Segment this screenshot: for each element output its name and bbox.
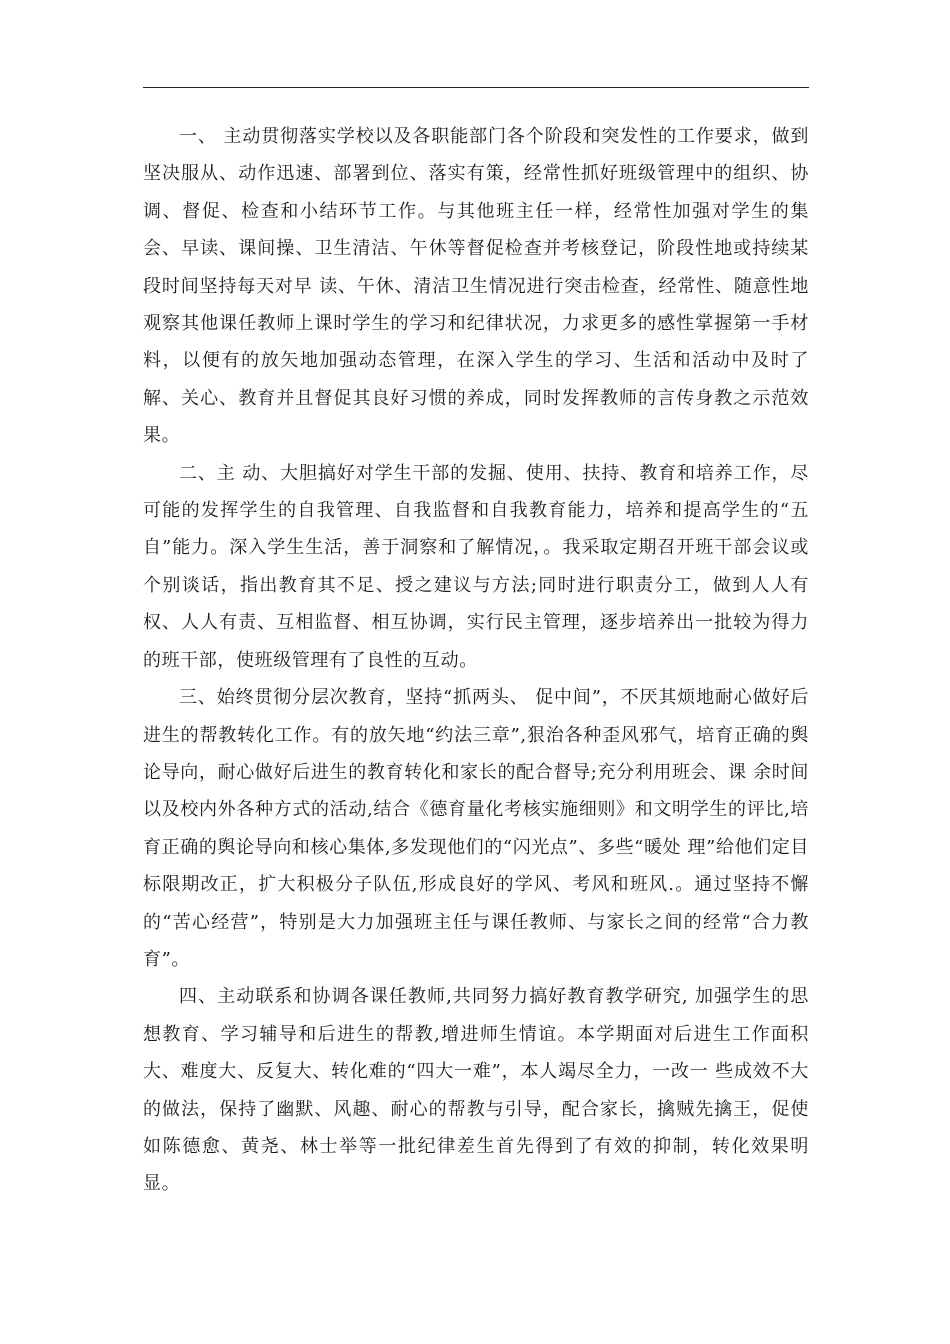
paragraph-section-1: 一、 主动贯彻落实学校以及各职能部门各个阶段和突发性的工作要求，做到坚决服从、动作迅速、部署到位、落实有策，经常性抓好班级管理中的组织、协调、督促、检查和小结环节工作。与其他班主任一样，经常性加强对学生的集会、早读、课间操、卫生清洁、午休等督促检查并考核登记，阶段性地或持续某段时间坚持每天对早 读、午休、清洁卫生情况进行突击检查，经常性、随意性地观察其他课任教师上课时学生的学习和纪律状况，力求更多的感性掌握第一手材料，以便有的放矢地加强动态管理，在深入学生的学习、生活和活动中及时了解、关心、教育并且督促其良好习惯的养成，同时发挥教师的言传身教之示范效果。 (143, 126, 809, 447)
header-rule (143, 87, 809, 88)
paragraph-section-3: 三、始终贯彻分层次教育，坚持“抓两头、 促中间”，不厌其烦地耐心做好后进生的帮教转化工作。有的放矢地“约法三章”,狠治各种歪风邪气，培育正确的舆论导向，耐心做好后进生的教育转化和家长的配合督导;充分利用班会、课 余时间以及校内外各种方式的活动,结合《德育量化考核实施细则》和文明学生的评比,培育正确的舆论导向和核心集体,多发现他们的“闪光点”、多些“暖处 理”给他们定目标限期改正，扩大积极分子队伍,形成良好的学风、考风和班风.。通过坚持不懈的“苦心经营”，特别是大力加强班主任与课任教师、与家长之间的经常“合力教育”。 (143, 687, 809, 970)
paragraph-section-4: 四、主动联系和协调各课任教师,共同努力搞好教育教学研究, 加强学生的思想教育、学习辅导和后进生的帮教,增进师生情谊。本学期面对后进生工作面积大、难度大、反复大、转化难的“四大一难”，本人竭尽全力，一改一 些成效不大的做法，保持了幽默、风趣、耐心的帮教与引导，配合家长，擒贼先擒王，促使如陈德愈、黄尧、林士举等一批纪律差生首先得到了有效的抑制，转化效果明显。 (143, 986, 809, 1195)
paragraph-section-2: 二、主 动、大胆搞好对学生干部的发掘、使用、扶持、教育和培养工作，尽可能的发挥学生的自我管理、自我监督和自我教育能力，培养和提高学生的“五自”能力。深入学生生活，善于洞察和了解情况，。我采取定期召开班干部会议或个别谈话，指出教育其不足、授之建议与方法;同时进行职责分工，做到人人有权、人人有责、互相监督、相互协调，实行民主管理，逐步培养出一批较为得力的班干部，使班级管理有了良性的互动。 (143, 462, 809, 671)
document-body (143, 118, 809, 1203)
